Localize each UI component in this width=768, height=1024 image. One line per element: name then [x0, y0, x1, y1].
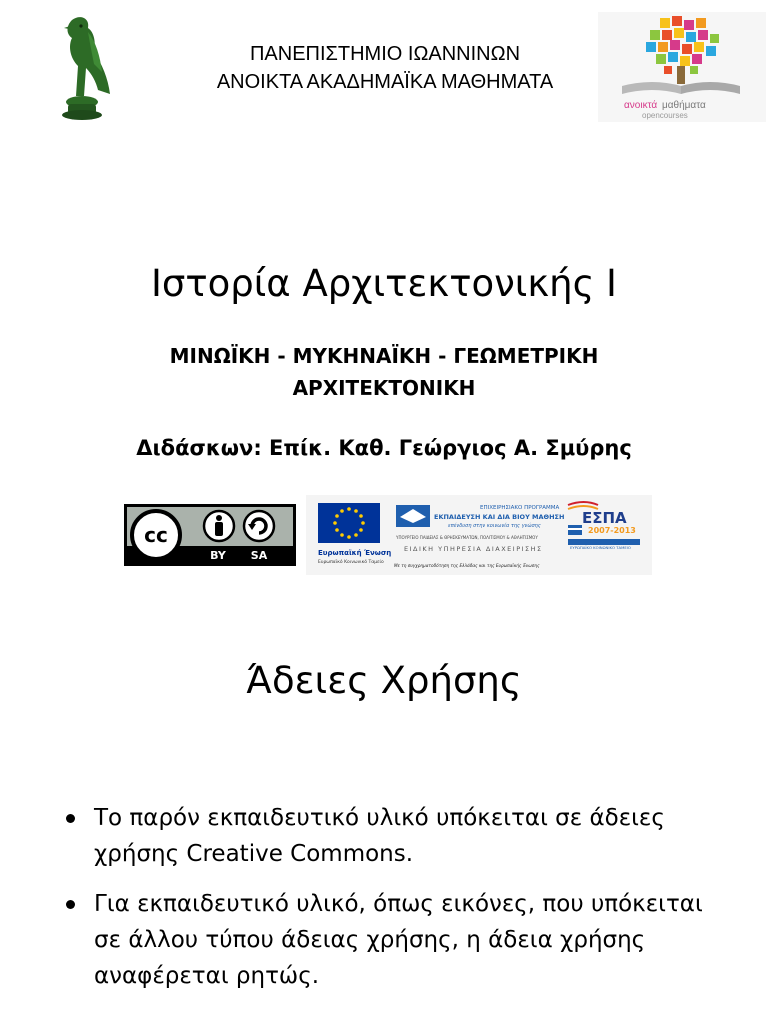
eagle-statue-logo-icon	[50, 12, 120, 122]
course-subtitle-line2: ΑΡΧΙΤΕΚΤΟΝΙΚΗ	[292, 376, 476, 400]
institution-header	[130, 40, 640, 96]
course-title: Ιστορία Αρχιτεκτονικής Ι	[151, 262, 617, 305]
course-subtitle-line1: ΜΙΝΩΪΚΗ - ΜΥΚΗΝΑΪΚΗ - ΓΕΩΜΕΤΡΙΚΗ	[169, 344, 599, 368]
eu-label: Ευρωπαϊκή Ένωση	[318, 549, 392, 557]
program-line1: ΕΠΙΧΕΙΡΗΣΙΑΚΟ ΠΡΟΓΡΑΜΜΑ	[480, 505, 560, 511]
open-courses-logo-text-prefix: ανοικτά	[624, 100, 658, 111]
sa-label: SA	[250, 549, 268, 562]
funding-logos-banner	[306, 495, 652, 575]
open-courses-tree-book-icon	[598, 12, 766, 122]
ministry-label: ΥΠΟΥΡΓΕΙΟ ΠΑΙΔΕΙΑΣ & ΘΡΗΣΚΕΥΜΑΤΩΝ, ΠΟΛΙΤΙΣΜΟΥ & ΑΘΛΗΤΙΣΜΟΥ	[396, 535, 538, 540]
service-label: ΕΙΔΙΚΗ ΥΠΗΡΕΣΙΑ ΔΙΑΧΕΙΡΙΣΗΣ	[404, 545, 543, 553]
eu-sublabel: Ευρωπαϊκό Κοινωνικό Ταμείο	[318, 560, 384, 565]
bullet-icon	[66, 814, 75, 823]
cc-label: cc	[144, 523, 168, 547]
cofinance-note: Με τη συγχρηματοδότηση της Ελλάδας και της Ευρωπαϊκής Ένωσης	[394, 563, 540, 568]
bullet-text: Το παρόν εκπαιδευτικό υλικό υπόκειται σε άδειες χρήσης Creative Commons.	[94, 805, 665, 867]
program-line2: ΕΚΠΑΙΔΕΥΣΗ ΚΑΙ ΔΙΑ ΒΙΟΥ ΜΑΘΗΣΗ	[434, 513, 565, 521]
espa-sub: ΕΥΡΩΠΑΪΚΟ ΚΟΙΝΩΝΙΚΟ ΤΑΜΕΙΟ	[570, 545, 631, 550]
open-courses-logo-text-suffix: μαθήματα	[662, 100, 706, 111]
course-subtitle	[0, 340, 768, 404]
by-label: BY	[210, 549, 226, 562]
license-section-heading: Άδειες Χρήσης	[246, 659, 522, 702]
espa-label: ΕΣΠΑ	[582, 509, 627, 527]
program-line3: επένδυση στην κοινωνία της γνώσης	[448, 523, 541, 529]
list-item	[62, 800, 722, 872]
espa-years: 2007-2013	[588, 526, 636, 535]
bullet-text: Για εκπαιδευτικό υλικό, όπως εικόνες, που υπόκειται σε άλλου τύπου άδειας χρήσης, η άδεια χρήσης αναφέρεται ρητώς.	[94, 891, 703, 989]
list-item	[62, 886, 722, 994]
university-name: ΠΑΝΕΠΙΣΤΗΜΙΟ ΙΩΑΝΝΙΝΩΝ	[249, 43, 521, 65]
open-courses-title: ΑΝΟΙΚΤΑ ΑΚΑΔΗΜΑΪΚΑ ΜΑΘΗΜΑΤΑ	[216, 71, 554, 93]
instructor-name: Διδάσκων: Επίκ. Καθ. Γεώργιος Α. Σμύρης	[136, 436, 632, 460]
license-bullets	[62, 800, 722, 1008]
creative-commons-by-sa-icon[interactable]	[124, 504, 296, 566]
bullet-icon	[66, 900, 75, 909]
open-courses-logo-subtext: opencourses	[642, 111, 688, 120]
